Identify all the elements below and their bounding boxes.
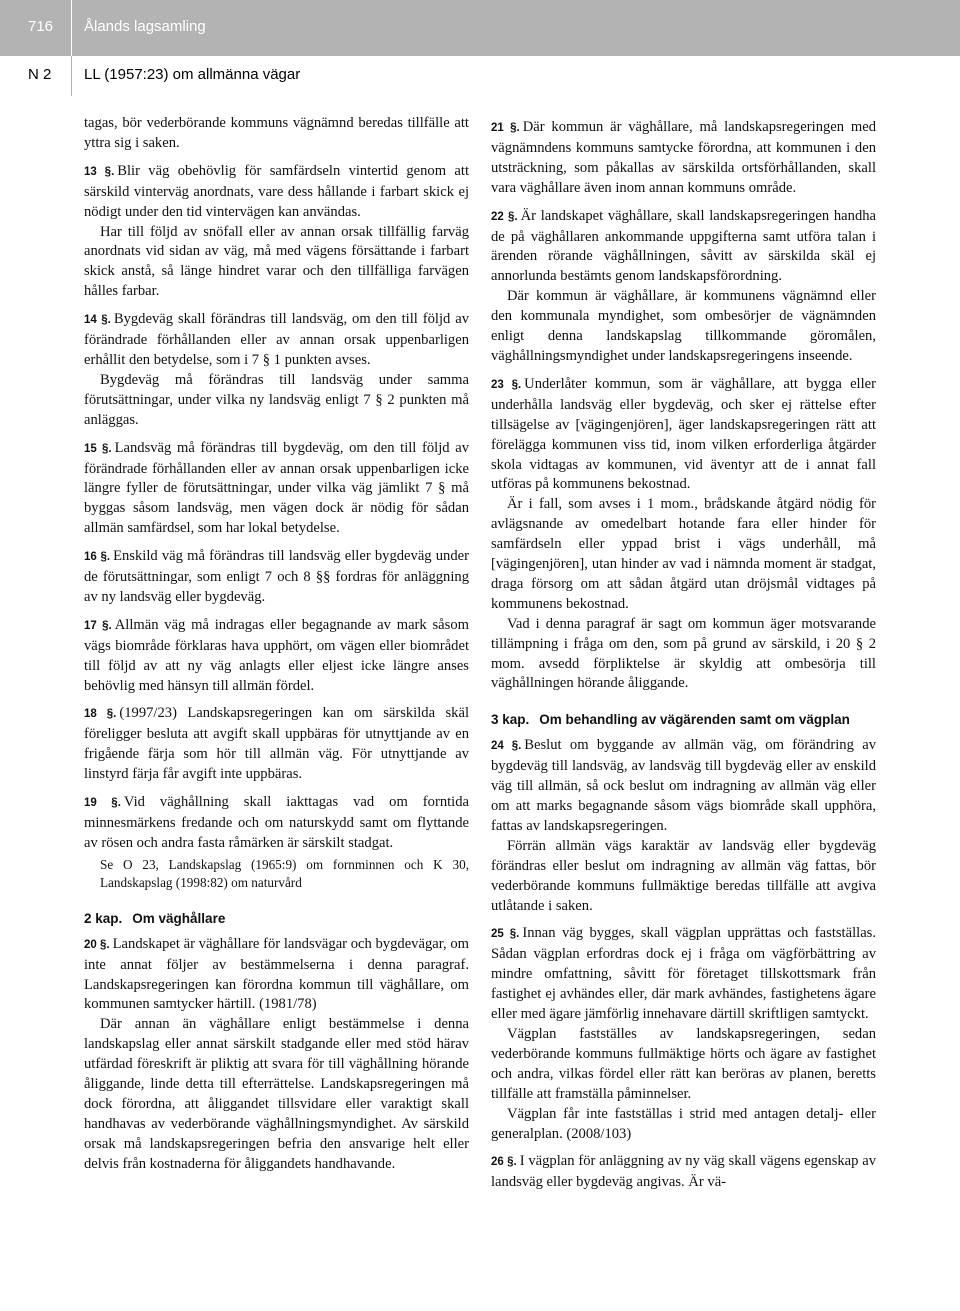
chapter-heading: [84, 909, 469, 929]
section-text: Innan väg bygges, skall vägplan upprättas och fastställas. Sådan vägplan erfordras dock ej i fråga om vägförbättring av mindre omfattning, såvitt för företaget tillskottsmark från fastighet ej avhändes eller, där mark avhändes, fastighetens ägare eller med ägare jämförlig innehavare därtill skriftligen samtyckt.: [491, 925, 876, 1023]
law-header-divider: [71, 56, 72, 96]
section-number: 13 §.: [84, 165, 115, 178]
law-title: LL (1957:23) om allmänna vägar: [84, 66, 301, 83]
section-14: [84, 310, 469, 371]
running-header: [0, 0, 960, 56]
section-number: 18 §.: [84, 708, 117, 721]
chapter-heading: [491, 710, 876, 730]
section-number: 15 §.: [84, 442, 112, 455]
section-number: 25 §.: [491, 928, 520, 941]
section-16: [84, 547, 469, 608]
section-number: 23 §.: [491, 378, 522, 391]
section-17: [84, 616, 469, 697]
chapter-title: Om behandling av vägärenden samt om vägplan: [539, 712, 850, 728]
section-number: 20 §.: [84, 938, 110, 951]
section-number: 26 §.: [491, 1156, 517, 1169]
section-23: [491, 375, 876, 495]
paragraph: tagas, bör vederbörande kommuns vägnämnd beredas tillfälle att yttra sig i saken.: [84, 115, 469, 151]
paragraph: Vägplan fastställes av landskapsregeringen, sedan vederbörande kommuns fullmäktige hörts och ägare av fastighet och andra, vilkas fördel eller rätt kan beröras av planen, beretts tillfälle att framställa påminnelser.: [491, 1025, 876, 1102]
book-title: Ålands lagsamling: [84, 18, 206, 35]
section-text: Underlåter kommun, som är väghållare, att bygga eller underhålla landsväg eller bygdeväg, och sker ej rättelse efter tillsägelse av [vägingenjören], äger landskapsregeringen rätt att förelägga kommunen viss tid, inom vilken erforderliga åtgärder skola vidtagas av kommunen, vid äventyr att de i annat fall utföras på kommunens bekostnad.: [491, 375, 876, 493]
paragraph: Förrän allmän vägs karaktär av landsväg eller bygdeväg förändras eller beslut om indragning av allmän väg fattas, bör vederbörande kommuns fullmäktige beredas tillfälle att avgiva utlåtande i saken.: [491, 837, 876, 914]
section-15: [84, 439, 469, 540]
section-25: [491, 924, 876, 1025]
section-code: N 2: [28, 66, 52, 83]
page-number: 716: [28, 18, 54, 35]
section-text: Är landskapet väghållare, skall landskapsregeringen handha de på väghållaren ankommande uppgifterna samt utföra talan i ärenden rörande väghållningen, såvitt av särskilda skäl ej annorlunda bestämts genom landskapsförordning.: [491, 207, 876, 285]
section-number: 24 §.: [491, 740, 522, 753]
right-column: [491, 118, 876, 1310]
reference-note: Se O 23, Landskapslag (1965:9) om fornminnen och K 30, Landskapslag (1998:82) om naturvård: [100, 856, 469, 891]
section-13: [84, 162, 469, 223]
chapter-title: Om väghållare: [132, 910, 226, 926]
paragraph: Vägplan får inte fastställas i strid med antagen detalj- eller generalplan. (2008/103): [491, 1105, 876, 1142]
section-text: Där kommun är väghållare, må landskapsregeringen med vägnämndens kommuns samtycke förordna, att kommunen i den utsträckning, som påkallas av särskilda ortsförhållanden, skall vara väghållare även inom annan kommuns område.: [491, 119, 876, 196]
section-22: [491, 207, 876, 288]
section-21: [491, 118, 876, 199]
paragraph: Har till följd av snöfall eller av annan orsak tillfällig farväg anordnats vid sidan av väg, må med vägens försättande i farbart skick anstå, så länge hindret varar och den tillfälliga farvägen hålles farbar.: [84, 223, 469, 300]
chapter-number: 3 kap.: [491, 712, 530, 728]
section-number: 22 §.: [491, 210, 518, 223]
paragraph: Är i fall, som avses i 1 mom., brådskande åtgärd nödig för avlägsnande av omedelbart hotande fara eller hinder för samfärdseln eller yppad brist i vägs underhåll, må [vägingenjören], utan hinder av vad i nämnda moment är stadgat, draga försorg om att sådan åtgärd utan dröjsmål vidtages på kommunens bekostnad.: [491, 496, 876, 612]
section-text: Landsväg må förändras till bygdeväg, om den till följd av förändrade förhållanden eller av annan orsak uppenbarligen icke längre fyller de förutsättningar, under vilka väg jämlikt 7 § må byggas såsom landsväg, men vägen dock är nödig för sådan allmän samfärdsel, som har lokal betydelse.: [84, 439, 469, 537]
paragraph: Vad i denna paragraf är sagt om kommun äger motsvarande tillämpning i fråga om den, som på grund av särskild, i 20 § 2 mom. avsedd förpliktelse är skyldig att ombesörja till väghållningen hörande åliggande.: [491, 615, 876, 692]
header-divider: [71, 0, 72, 56]
section-text: Bygdeväg skall förändras till landsväg, om den till följd av förändrade förhållanden eller av annan orsak uppenbarligen erhållit den betydelse, som i 7 § 1 punkten avses.: [84, 311, 469, 368]
section-number: 16 §.: [84, 551, 111, 564]
section-number: 17 §.: [84, 619, 112, 632]
section-text: Landskapet är väghållare för landsvägar och bygdevägar, om inte annat följer av bestämmelserna i denna paragraf. Landskapsregeringen kan förordna kommun till väghållare, om kommunen samtycker härtill. (1981/78): [84, 935, 469, 1013]
law-header: [0, 56, 960, 96]
section-text: (1997/23) Landskapsregeringen kan om särskilda skäl föreligger besluta att avgift skall uppbäras för utnyttjande av en frigående färja som hör till allmän väg. För utnyttjande av linstyrd färja får avgift inte uppbäras.: [84, 705, 469, 783]
section-text: Beslut om byggande av allmän väg, om förändring av bygdeväg till landsväg, av landsväg till bygdeväg eller av enskild väg till allmän, så ock beslut om indragning av allmän väg eller om att marks begagnande såsom vägs biområde skall upphöra, fattas av landskapsregeringen.: [491, 737, 876, 834]
section-19: [84, 793, 469, 854]
section-number: 21 §.: [491, 122, 520, 134]
section-text: Allmän väg må indragas eller begagnande av mark såsom vägs biområde förklaras hava upphört, om vägen eller biområdet till följd av att ny väg anlagts eller eljest icke längre anses behövlig med hänsyn till allmän fördel.: [84, 616, 469, 694]
section-20: [84, 935, 469, 1016]
left-column: [84, 114, 469, 1306]
section-number: 14 §.: [84, 314, 111, 327]
paragraph: Där annan än väghållare enligt bestämmelse i denna landskapslag eller annat särskilt stadgande eller med stöd härav utfärdad föreskrift är pliktig att svara för till väghållning hörande åliggande, linde detta till efterrättelse. Landskapsregeringen må dock förordna, att åliggandet tillsvidare eller varaktigt skall handhavas av vederbörande väghållningsmyndighet. Av särskild orsak må landskapsregeringen befria den ansvarige helt eller delvis från kostnaderna för åliggandets handhavande.: [84, 1016, 469, 1172]
section-number: 19 §.: [84, 797, 121, 810]
section-24: [491, 736, 876, 837]
paragraph: Där kommun är väghållare, är kommunens vägnämnd eller den kommunala myndighet, som ombesörjer de vägnämnden enligt denna landskapslag tillkommande göromålen, väghållningsmyndighet under landskapsregeringens inseende.: [491, 288, 876, 364]
section-text: Enskild väg må förändras till landsväg eller bygdeväg under de förutsättningar, som enligt 7 och 8 §§ fordras för anläggning av ny landsväg eller bygdeväg.: [84, 548, 469, 605]
section-text: I vägplan för anläggning av ny väg skall vägens egenskap av landsväg eller bygdeväg angivas. Är vä-: [491, 1153, 876, 1191]
paragraph: Bygdeväg må förändras till landsväg under samma förutsättningar, under vilka ny landsväg enligt 7 § 2 punkten må anläggas.: [84, 371, 469, 428]
chapter-number: 2 kap.: [84, 910, 123, 926]
section-text: Vid väghållning skall iakttagas vad om forntida minnesmärkens fredande och om naturskydd samt om flyttande av rösen och andra fasta råmärken är särskilt stadgat.: [84, 794, 469, 851]
section-18: [84, 704, 469, 785]
section-26: [491, 1152, 876, 1193]
section-text: Blir väg obehövlig för samfärdseln vintertid genom att särskild vinterväg anordnats, vare dess hållande i farbart skick ej nödigt under den tid vintervägen kan användas.: [84, 162, 469, 220]
